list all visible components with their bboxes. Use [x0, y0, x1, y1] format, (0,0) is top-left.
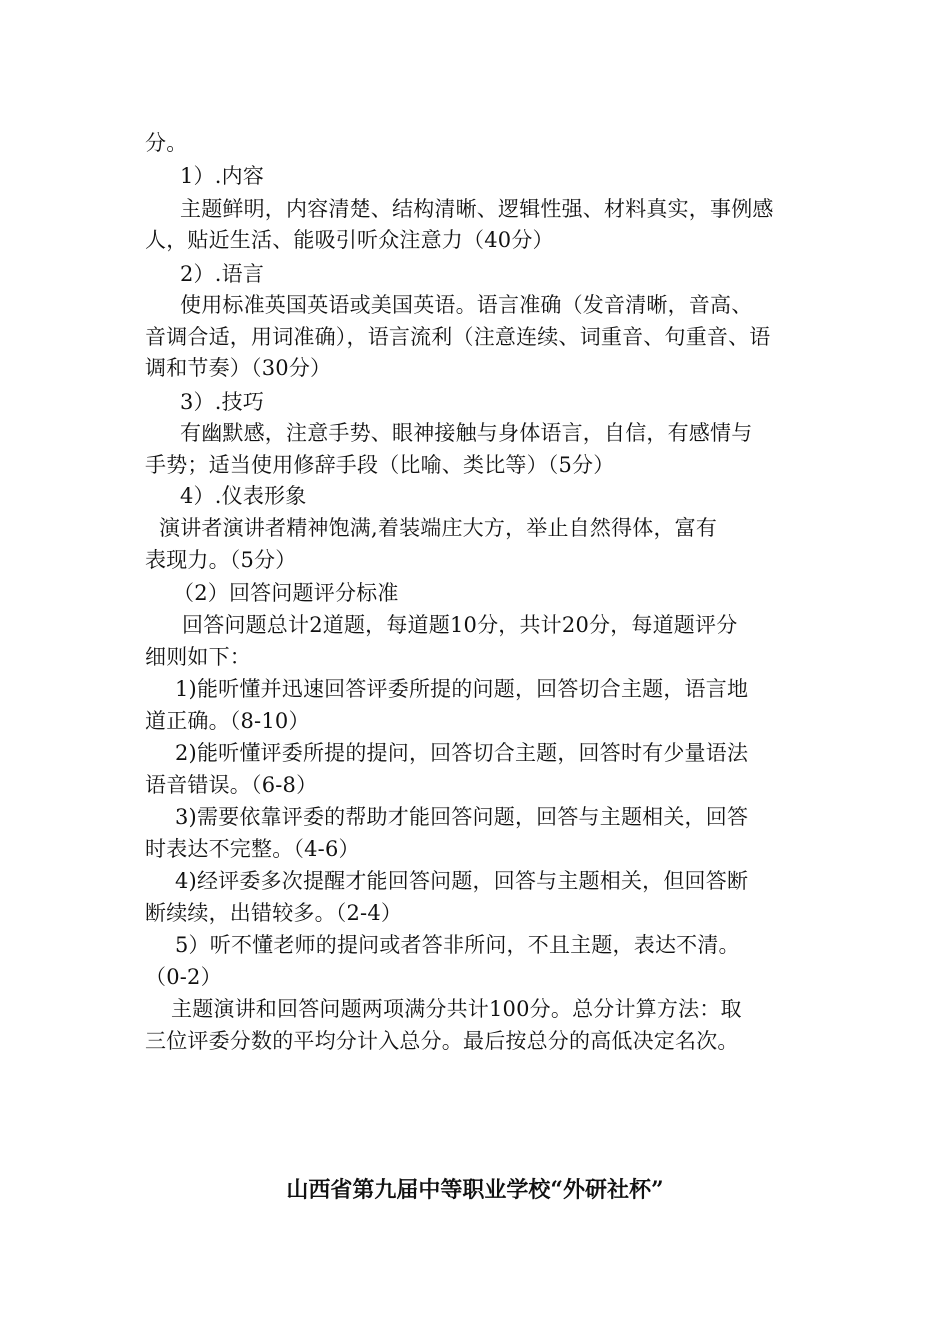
text-line: 语音错误。（6-8） [145, 773, 318, 797]
text-line: 手势；适当使用修辞手段（比喻、类比等）（5分） [145, 453, 615, 477]
text-line: 1）.内容 [180, 164, 265, 188]
text-line: 4）.仪表形象 [180, 484, 307, 508]
text-line: 有幽默感，注意手势、眼神接触与身体语言，自信，有感情与 [180, 421, 753, 445]
text-line: 细则如下： [145, 645, 251, 669]
text-line: 表现力。（5分） [145, 548, 297, 572]
text-line: 音调合适，用词准确），语言流利（注意连续、词重音、句重音、语 [145, 325, 771, 349]
text-line: 道正确。（8-10） [145, 709, 310, 733]
text-line: 调和节奏）（30分） [145, 356, 332, 380]
text-line: 分。 [145, 131, 188, 155]
text-line: 5）听不懂老师的提问或者答非所问，不且主题，表达不清。 [175, 933, 740, 957]
text-line: （2）回答问题评分标准 [173, 581, 399, 605]
text-line: 人，贴近生活、能吸引听众注意力（40分） [145, 228, 554, 252]
text-line: 时表达不完整。（4-6） [145, 837, 360, 861]
text-line: 2）.语言 [180, 262, 265, 286]
text-line: 断续续，出错较多。（2-4） [145, 901, 403, 925]
text-line: 2)能听懂评委所提的提问，回答切合主题，回答时有少量语法 [175, 741, 749, 765]
text-line: 4)经评委多次提醒才能回答问题，回答与主题相关，但回答断 [175, 869, 749, 893]
text-line: 1)能听懂并迅速回答评委所提的问题，回答切合主题，语言地 [175, 677, 749, 701]
text-line: 回答问题总计2道题，每道题10分，共计20分，每道题评分 [182, 613, 738, 637]
section-title: 山西省第九届中等职业学校“外研社杯” [286, 1177, 664, 1203]
text-line: 3）.技巧 [180, 390, 265, 414]
text-line: 演讲者演讲者精神饱满,着装端庄大方，举止自然得体，富有 [159, 516, 718, 540]
text-line: 使用标准英国英语或美国英语。语言准确（发音清晰，音高、 [180, 293, 753, 317]
text-line: 主题演讲和回答问题两项满分共计100分。总分计算方法：取 [171, 997, 742, 1021]
text-line: 三位评委分数的平均分计入总分。最后按总分的高低决定名次。 [145, 1029, 739, 1053]
text-line: 3)需要依靠评委的帮助才能回答问题，回答与主题相关，回答 [175, 805, 749, 829]
text-line: 主题鲜明，内容清楚、结构清晰、逻辑性强、材料真实，事例感 [180, 197, 774, 221]
text-line: （0-2） [145, 965, 222, 989]
